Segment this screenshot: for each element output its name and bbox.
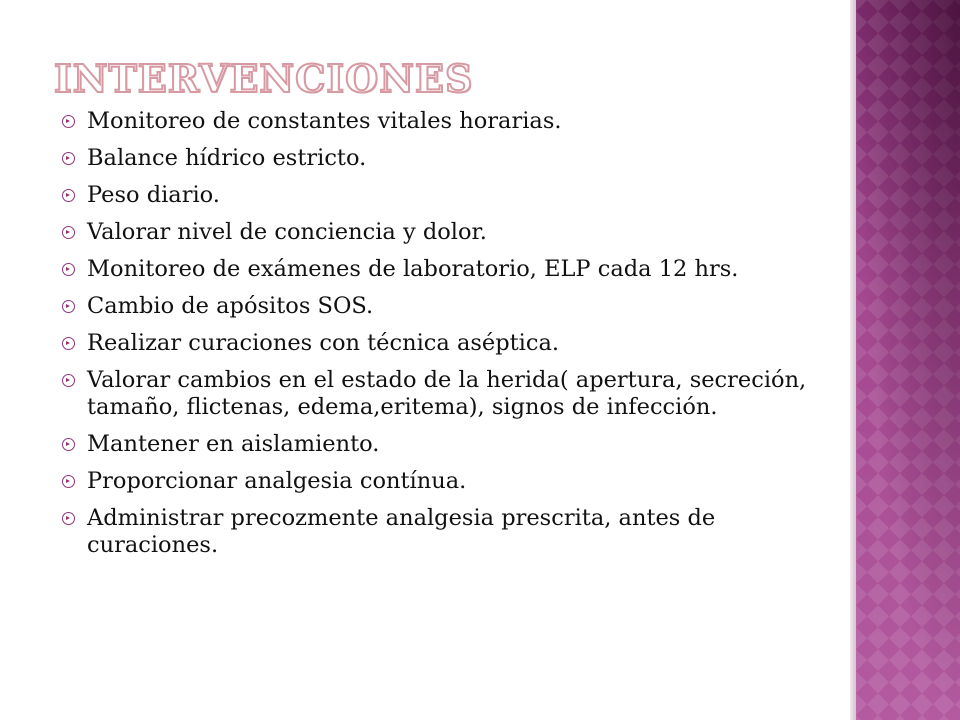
bullet-text: Proporcionar analgesia contínua. [87, 468, 467, 494]
circled-arrow-right-icon [62, 438, 75, 451]
circled-arrow-right-icon [62, 300, 75, 313]
bullet-text: Monitoreo de constantes vitales horarias. [87, 108, 562, 134]
circled-arrow-right-icon [62, 512, 75, 525]
bullet-text: Administrar precozmente analgesia prescrita, antes de curaciones. [87, 505, 716, 558]
circled-arrow-right-icon [62, 374, 75, 387]
bullet-item [62, 330, 837, 357]
circled-arrow-right-icon [62, 226, 75, 239]
bullet-item [62, 367, 837, 421]
circled-arrow-right-icon [62, 263, 75, 276]
bullet-item [62, 293, 837, 320]
bullet-item [62, 256, 837, 283]
bullet-text: Mantener en aislamiento. [87, 431, 380, 457]
bullet-item [62, 145, 837, 172]
circled-arrow-right-icon [62, 189, 75, 202]
slide-title: INTERVENCIONES [54, 56, 474, 101]
bullet-text: Valorar cambios en el estado de la herida( apertura, secreción, tamaño, flictenas, edema,eritema), signos de infección. [87, 367, 807, 420]
bullet-text: Monitoreo de exámenes de laboratorio, ELP cada 12 hrs. [87, 256, 739, 282]
circled-arrow-right-icon [62, 475, 75, 488]
bullet-item [62, 505, 837, 559]
bullet-text: Cambio de apósitos SOS. [87, 293, 374, 319]
bullet-item [62, 219, 837, 246]
bullet-item [62, 108, 837, 135]
circled-arrow-right-icon [62, 152, 75, 165]
circled-arrow-right-icon [62, 337, 75, 350]
bullet-text: Peso diario. [87, 182, 220, 208]
bullet-item [62, 468, 837, 495]
bullet-item [62, 182, 837, 209]
bullet-text: Balance hídrico estricto. [87, 145, 367, 171]
decorative-side-panel [856, 0, 960, 720]
circled-arrow-right-icon [62, 115, 75, 128]
bullet-text: Realizar curaciones con técnica aséptica. [87, 330, 560, 356]
bullet-list [62, 108, 837, 569]
bullet-item [62, 431, 837, 458]
bullet-text: Valorar nivel de conciencia y dolor. [87, 219, 487, 245]
